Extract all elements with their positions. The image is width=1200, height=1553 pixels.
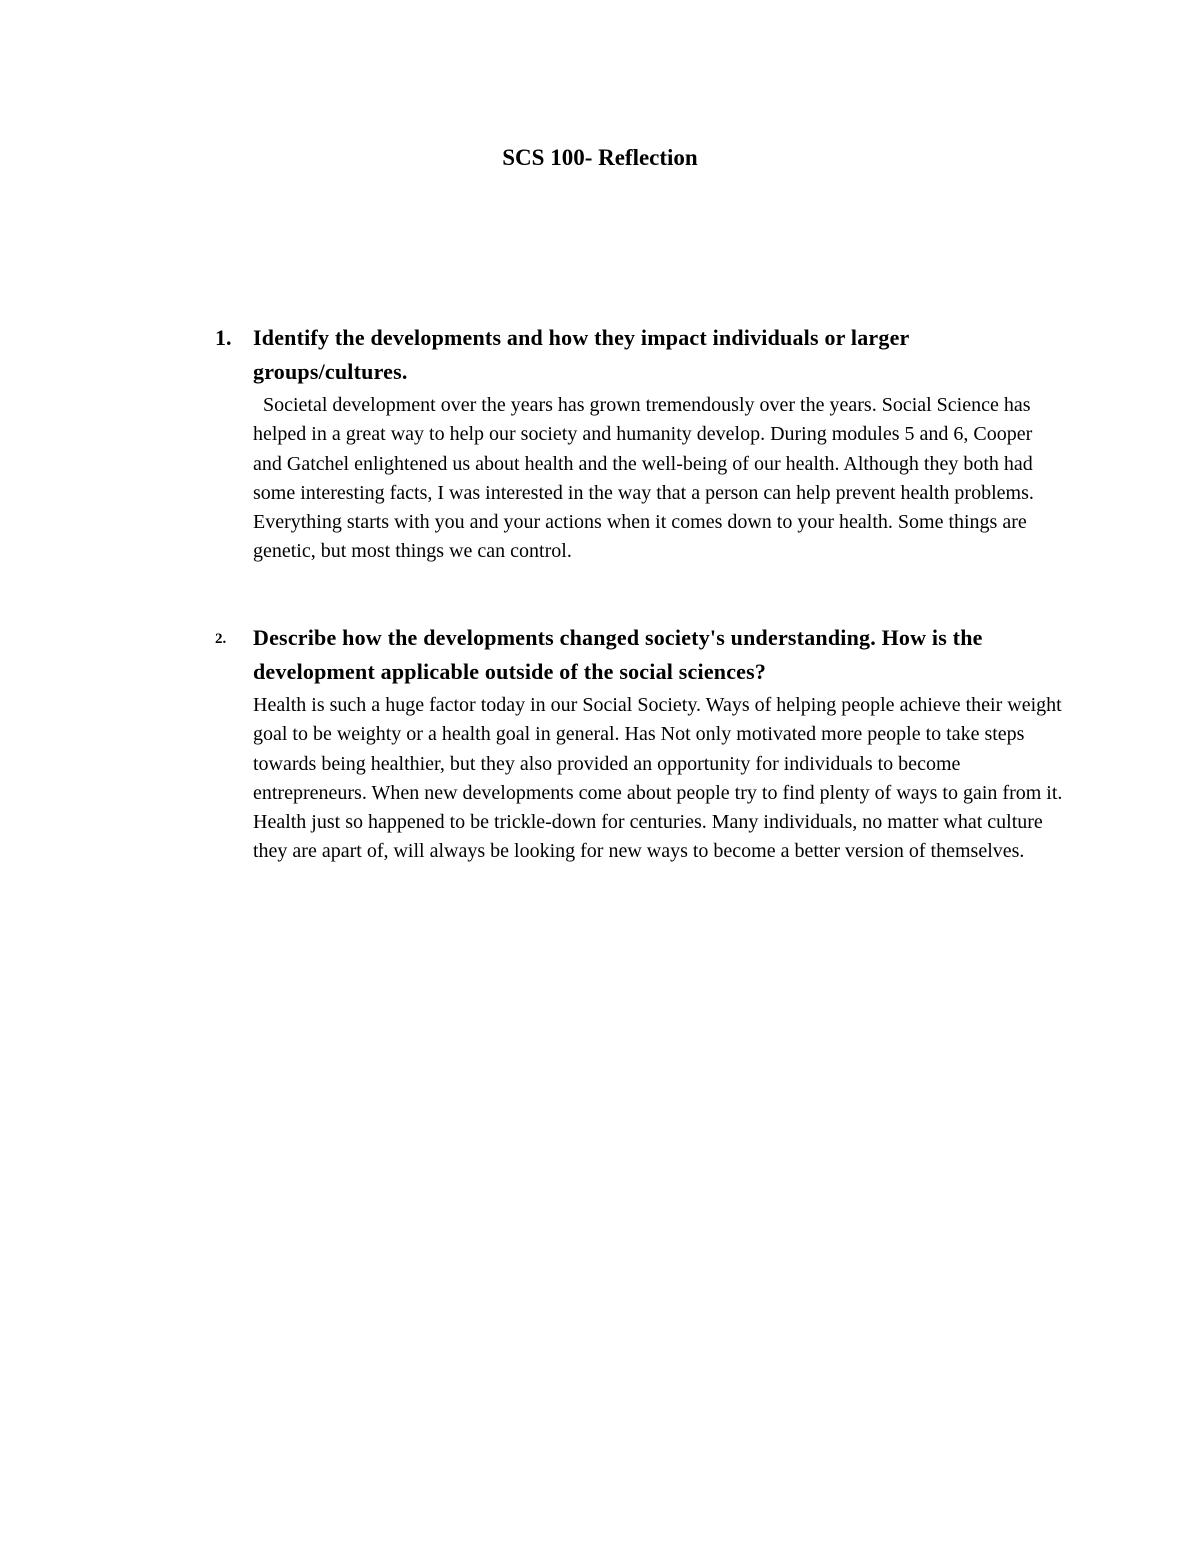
question-item-1 [215,321,1065,567]
document-title: SCS 100- Reflection [502,145,698,170]
answer-paragraph: Health is such a huge factor today in our Social Society. Ways of helping people achieve their weight goal to be weighty or a health goal in general. Has Not only motivated more people to take steps towards being healthier, but they also provided an opportunity for individuals to become entrepreneurs. When new developments come about people try to find plenty of ways to gain from it. Health just so happened to be trickle-down for centuries. Many individuals, no matter what culture they are apart of, will always be looking for new ways to become a better version of themselves. [253,694,1063,863]
question-heading: Identify the developments and how they impact individuals or larger groups/cultures. [253,325,910,384]
question-body [253,621,1065,867]
question-number: 2. [215,631,227,647]
question-body [253,321,1065,567]
question-item-2 [215,621,1065,867]
answer-paragraph: Societal development over the years has grown tremendously over the years. Social Science has helped in a great way to help our society and humanity develop. During modules 5 and 6, Cooper and Gatchel enlightened us about health and the well-being of our health. Although they both had some interesting facts, I was interested in the way that a person can help prevent health problems. Everything starts with you and your actions when it comes down to your health. Some things are genetic, but most things we can control. [253,394,1034,563]
question-heading: Describe how the developments changed society's understanding. How is the development applicable outside of the social sciences? [253,625,983,684]
question-number: 1. [215,325,232,350]
